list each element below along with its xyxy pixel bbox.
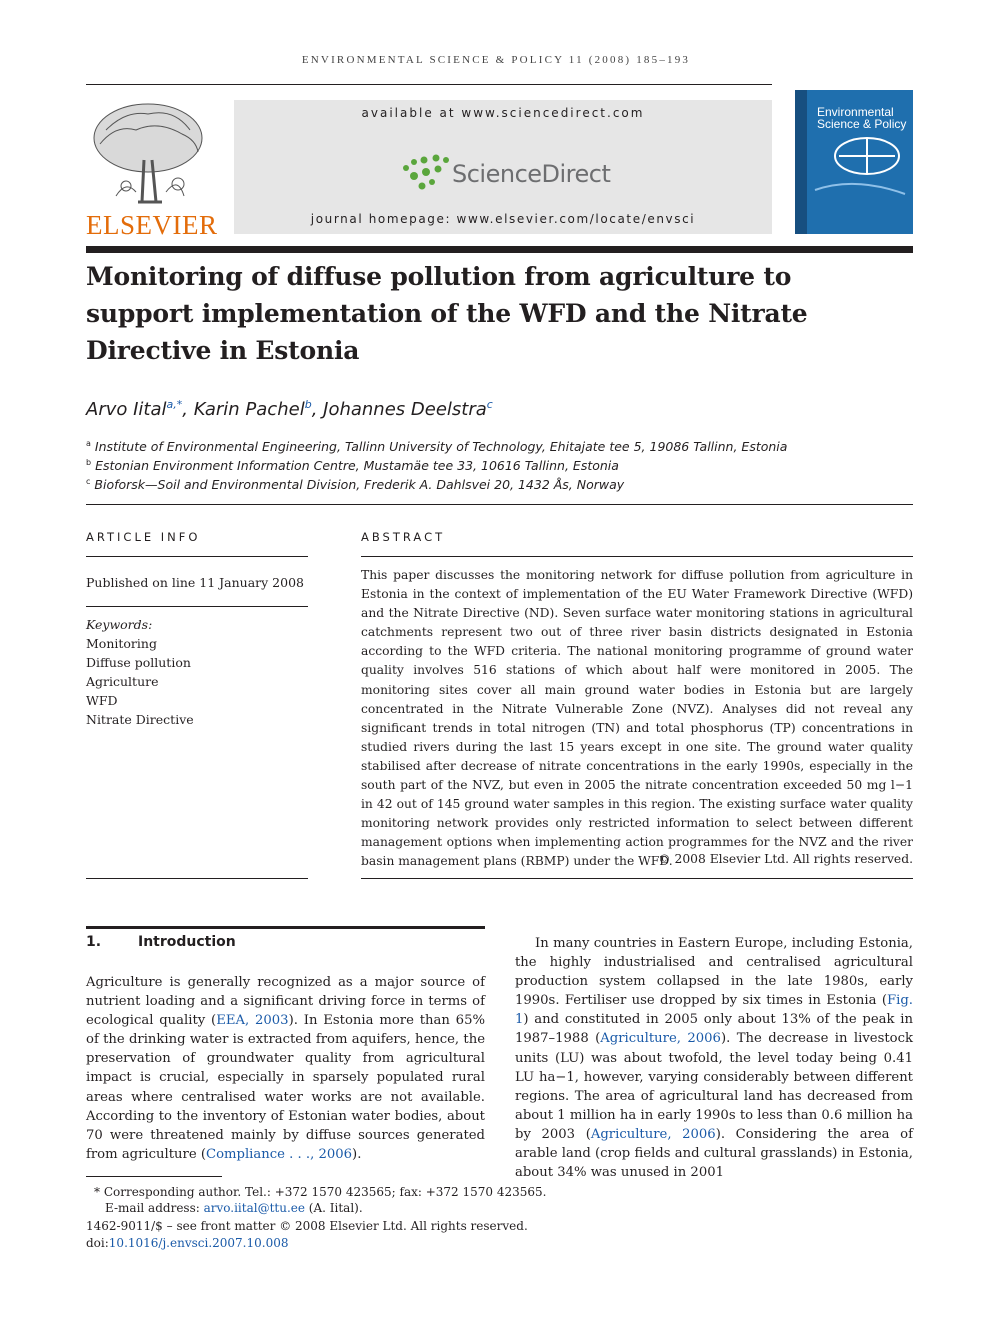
abstract-rule <box>361 556 913 557</box>
citation-link[interactable]: EEA, 2003 <box>216 1013 289 1029</box>
article-info-bottom-rule <box>86 878 308 879</box>
author-affiliation-marker[interactable]: b <box>304 398 312 411</box>
elsevier-tree-logo <box>86 100 210 210</box>
affiliation: $^b$ Estonian Environment Information Centre, Mustamäe tee 33, 10616 Tallinn, Estonia <box>86 458 619 474</box>
author-name: Karin Pachel <box>193 399 305 420</box>
author-affiliation-marker[interactable]: a,* <box>166 398 183 411</box>
abstract-label: ABSTRACT <box>361 530 446 544</box>
keyword: Diffuse pollution <box>86 655 191 670</box>
doi-note: doi:10.1016/j.envsci.2007.10.008 <box>86 1236 289 1250</box>
corresponding-author-note: * Corresponding author. Tel.: +372 1570 423565; fax: +372 1570 423565. <box>94 1185 547 1199</box>
publisher-logo: ELSEVIER <box>86 210 218 240</box>
available-at: available at www.sciencedirect.com <box>361 106 645 120</box>
article-info-label: ARTICLE INFO <box>86 530 201 544</box>
email-link[interactable]: arvo.iital@ttu.ee <box>203 1201 305 1215</box>
email-note: E-mail address: arvo.iital@ttu.ee (A. Iital). <box>105 1201 363 1215</box>
section-heading: Introduction <box>138 934 236 950</box>
abstract-copyright: © 2008 Elsevier Ltd. All rights reserved. <box>658 852 913 866</box>
header-top-rule <box>86 84 772 85</box>
abstract-text: This paper discusses the monitoring network for diffuse pollution from agriculture in Estonia in the context of implementation of the EU Water Framework Directive (WFD) and the Nitrate Directive (ND). Seven surface water monitoring stations in agricultural catchments represent two out of three river basin districts designated in Estonia according to the WFD criteria. The national monitoring programme of ground water quality involves 516 stations of which about half were monitored in 2005. The monitoring sites cover all main ground water bodies in Estonia but are largely concentrated in the Nitrate Vulnerable Zone (NVZ). Analyses did not reveal any significant trends in total nitrogen (TN) and total phosphorus (TP) concentrations in studied rivers during the last 15 years except in one site. The ground water quality stabilised after decrease of nitrate concentrations in the early 1990s, especially in the south part of the NVZ, but even in 2005 the nitrate concentration exceeded 50 mg l−1 in 42 out of 145 ground water samples in this region. The existing surface water quality monitoring network provides only restricted information to select between different management options when implementing action programmes for the NVZ and the river basin management plans (RBMP) under the WFD. <box>361 568 913 869</box>
section-number: 1. <box>86 934 102 950</box>
keyword: WFD <box>86 693 118 708</box>
issn-note: 1462-9011/$ – see front matter © 2008 Elsevier Ltd. All rights reserved. <box>86 1219 528 1233</box>
article-title: Monitoring of diffuse pollution from agriculture to support implementation of the WFD and the Nitrate Directive in Estonia <box>86 262 808 365</box>
abstract-bottom-rule <box>361 878 913 879</box>
journal-cover-title: Environmental Science & Policy <box>817 105 907 131</box>
affiliation: $^c$ Bioforsk—Soil and Environmental Division, Frederik A. Dahlsvei 20, 1432 Ås, Norway <box>86 477 625 493</box>
keywords-label: Keywords: <box>86 617 153 632</box>
keyword: Nitrate Directive <box>86 712 194 727</box>
doi-link[interactable]: 10.1016/j.envsci.2007.10.008 <box>108 1236 289 1250</box>
footnote-rule <box>86 1176 222 1177</box>
citation-link[interactable]: Agriculture, 2006 <box>590 1126 716 1142</box>
author-name: Johannes Deelstra <box>323 399 487 420</box>
article-info-rule <box>86 556 308 557</box>
header-bottom-rule <box>86 246 913 253</box>
journal-homepage: journal homepage: www.elsevier.com/locate/envsci <box>310 212 696 226</box>
intro-column-right: In many countries in Eastern Europe, including Estonia, the highly industrialised and centralised agricultural production system collapsed in the late 1980s, early 1990s. Fertiliser use dropped by six times in Estonia (Fig. 1) and constituted in 2005 only about 13% of the peak in 1987–1988 (Agriculture, 2006). The decrease in livestock units (LU) was about twofold, the level today being 0.41 LU ha−1, however, varying considerably between different regions. The area of agricultural land has decreased from about 1 million ha in early 1990s to less than 0.6 million ha by 2003 (Agriculture, 2006). Considering the area of arable land (crop fields and cultural grasslands) in Estonia, about 34% was unused in 2001 <box>515 936 913 1181</box>
keyword: Agriculture <box>86 674 159 689</box>
intro-column-left: Agriculture is generally recognized as a major source of nutrient loading and a significant driving force in terms of ecological quality (EEA, 2003). In Estonia more than 65% of the drinking water is extracted from aquifers, hence, the preservation of groundwater quality from agricultural impact is crucial, especially in sparsely populated rural areas where centralised water works are not available. According to the inventory of Estonian water bodies, about 70 were threatened mainly by diffuse sources generated from agriculture (Compliance . . ., 2006). <box>86 975 485 1162</box>
published-date: Published on line 11 January 2008 <box>86 575 304 590</box>
affiliation-rule <box>86 504 913 505</box>
author-list: Arvo Iital$^{a,*}$, Karin Pachel$^b$, Johannes Deelstra$^c$ <box>86 398 493 420</box>
published-rule <box>86 606 308 607</box>
citation-link[interactable]: Compliance . . ., 2006 <box>205 1146 353 1162</box>
figure-link[interactable]: Fig. 1 <box>515 993 913 1028</box>
citation-link[interactable]: Agriculture, 2006 <box>600 1031 721 1047</box>
author-affiliation-marker[interactable]: c <box>486 398 493 411</box>
author-name: Arvo Iital <box>86 399 167 420</box>
affiliation: $^a$ Institute of Environmental Engineering, Tallinn University of Technology, Ehitajate tee 5, 19086 Tallinn, Estonia <box>86 439 788 455</box>
section-rule <box>86 926 485 929</box>
running-head: ENVIRONMENTAL SCIENCE & POLICY 11 (2008) 185–193 <box>301 54 691 66</box>
sciencedirect-logo: ScienceDirect <box>452 160 611 188</box>
sciencedirect-dots-icon <box>400 154 452 192</box>
keyword: Monitoring <box>86 636 157 651</box>
